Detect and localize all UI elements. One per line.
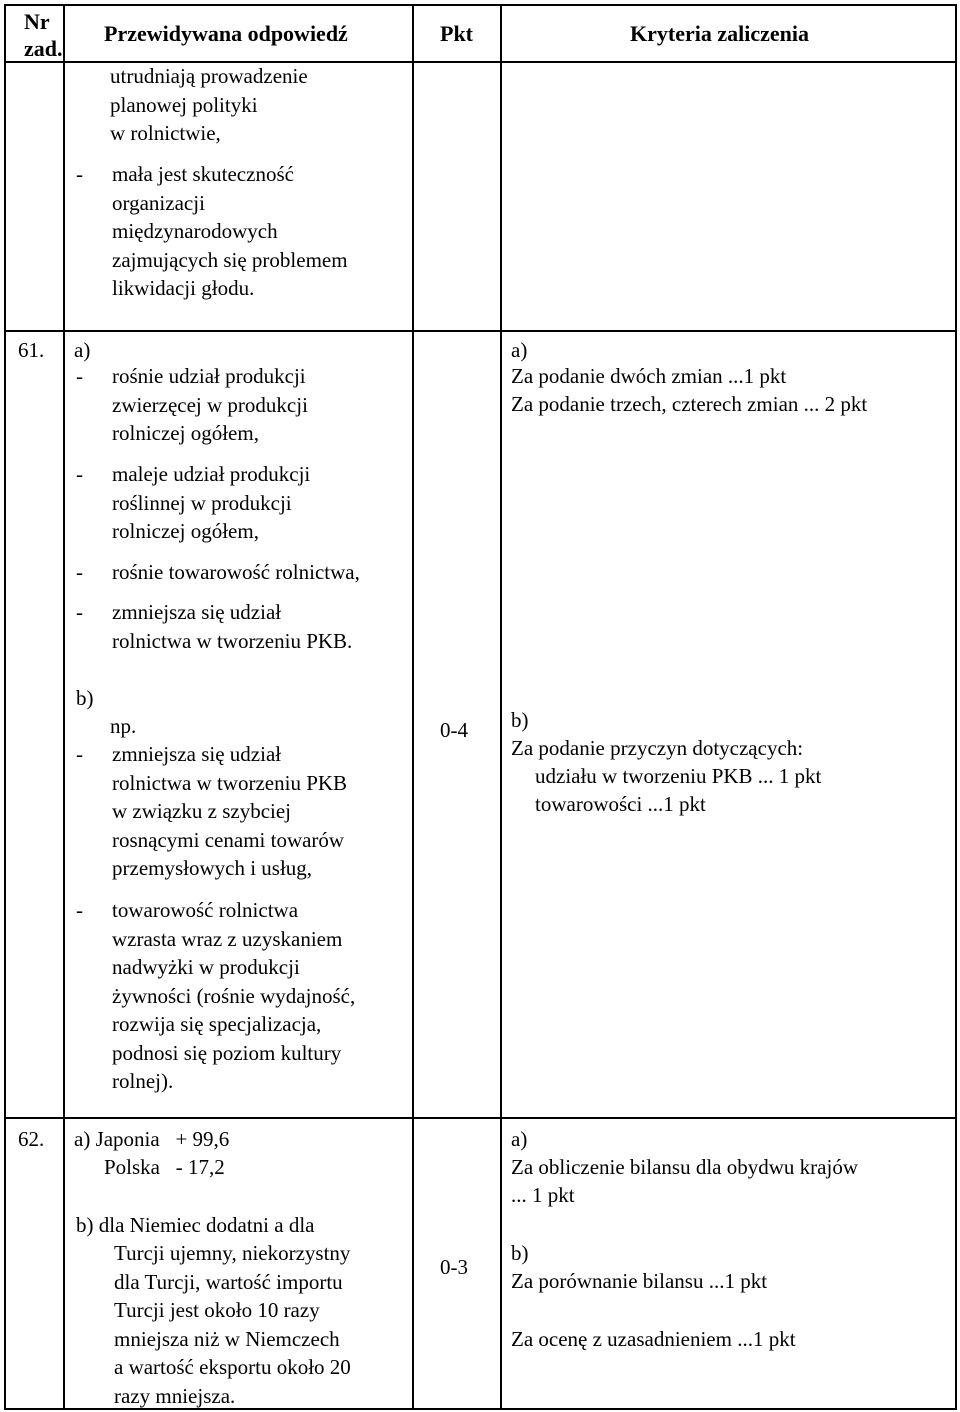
column-divider-3 bbox=[500, 4, 502, 1410]
q62-criteria-b-1: Za porównanie bilansu ...1 pkt bbox=[511, 1269, 768, 1293]
q62-b-first: b) dla Niemiec dodatni a dla bbox=[76, 1213, 315, 1237]
q61-criteria-b-3: towarowości ...1 pkt bbox=[535, 792, 706, 816]
q61-criteria-b-label: b) bbox=[511, 708, 529, 732]
header-nr-line1: Nr bbox=[24, 9, 50, 34]
q61-number: 61. bbox=[18, 338, 45, 362]
row-divider-62 bbox=[4, 1117, 957, 1119]
q62-b-rest: Turcji ujemny, niekorzystny dla Turcji, wartość importu Turcji jest około 10 razy mniejsza niż w Niemczech a wartość eksportu około 20 razy mniejsza. bbox=[114, 1241, 351, 1408]
q61-b-item-text: zmniejsza się udział rolnictwa w tworzeniu PKB w związku z szybciej rosnącymi cenami towarów przemysłowych i usług, bbox=[112, 742, 348, 880]
header-points: Pkt bbox=[440, 21, 473, 46]
table-border-top bbox=[4, 4, 957, 6]
q61-a-label: a) bbox=[74, 338, 91, 362]
bullet-dash: - bbox=[76, 742, 83, 766]
q62-criteria-b-2: Za ocenę z uzasadnieniem ...1 pkt bbox=[511, 1327, 796, 1351]
q61-criteria-a-1: Za podanie dwóch zmian ...1 pkt bbox=[511, 364, 787, 388]
bullet-dash: - bbox=[76, 600, 83, 624]
q62-a-line1: a) Japonia + 99,6 bbox=[74, 1127, 230, 1151]
q61-a-item-text: rośnie udział produkcji zwierzęcej w produkcji rolniczej ogółem, bbox=[112, 364, 308, 445]
header-answer: Przewidywana odpowiedź bbox=[104, 21, 348, 46]
q62-a-line2: Polska - 17,2 bbox=[104, 1155, 225, 1179]
q61-a-item-text: maleje udział produkcji roślinnej w produkcji rolniczej ogółem, bbox=[112, 462, 311, 543]
table-border-right bbox=[955, 4, 957, 1410]
table-border-left bbox=[4, 4, 6, 1410]
q61-criteria-b-1: Za podanie przyczyn dotyczących: bbox=[511, 736, 804, 760]
header-criteria: Kryteria zaliczenia bbox=[630, 21, 809, 46]
q61-b-item-text: towarowość rolnictwa wzrasta wraz z uzyskaniem nadwyżki w produkcji żywności (rośnie wydajność, rozwija się specjalizacja, podnosi się poziom kultury rolnej). bbox=[112, 898, 356, 1093]
q62-criteria-b-label: b) bbox=[511, 1241, 529, 1265]
q62-number: 62. bbox=[18, 1127, 45, 1151]
q61-b-label: b) bbox=[76, 686, 94, 710]
header-nr bbox=[24, 8, 63, 62]
q61-a-item-text: rośnie towarowość rolnictwa, bbox=[112, 560, 360, 584]
column-divider-2 bbox=[412, 4, 414, 1410]
q61-criteria-a-2: Za podanie trzech, czterech zmian ... 2 pkt bbox=[511, 392, 868, 416]
continuation-item-text: mała jest skuteczność organizacji międzynarodowych zajmujących się problemem likwidacji głodu. bbox=[112, 162, 348, 300]
bullet-dash: - bbox=[76, 898, 83, 922]
q62-criteria-a-2: ... 1 pkt bbox=[511, 1183, 575, 1207]
bullet-dash: - bbox=[76, 162, 83, 186]
header-nr-line2: zad. bbox=[24, 36, 63, 61]
column-divider-1 bbox=[63, 4, 65, 1410]
q61-criteria-a-label: a) bbox=[511, 338, 528, 362]
q61-b-np: np. bbox=[110, 714, 137, 738]
row-divider-61 bbox=[4, 330, 957, 332]
q62-criteria-a-1: Za obliczenie bilansu dla obydwu krajów bbox=[511, 1155, 858, 1179]
continuation-text: utrudniają prowadzenie planowej polityki w rolnictwie, bbox=[110, 64, 308, 145]
q62-points: 0-3 bbox=[440, 1255, 468, 1279]
bullet-dash: - bbox=[76, 462, 83, 486]
bullet-dash: - bbox=[76, 560, 83, 584]
q62-criteria-a-label: a) bbox=[511, 1127, 528, 1151]
q61-points: 0-4 bbox=[440, 718, 468, 742]
q61-criteria-b-2: udziału w tworzeniu PKB ... 1 pkt bbox=[535, 764, 822, 788]
q61-a-item-text: zmniejsza się udział rolnictwa w tworzeniu PKB. bbox=[112, 600, 353, 653]
bullet-dash: - bbox=[76, 364, 83, 388]
